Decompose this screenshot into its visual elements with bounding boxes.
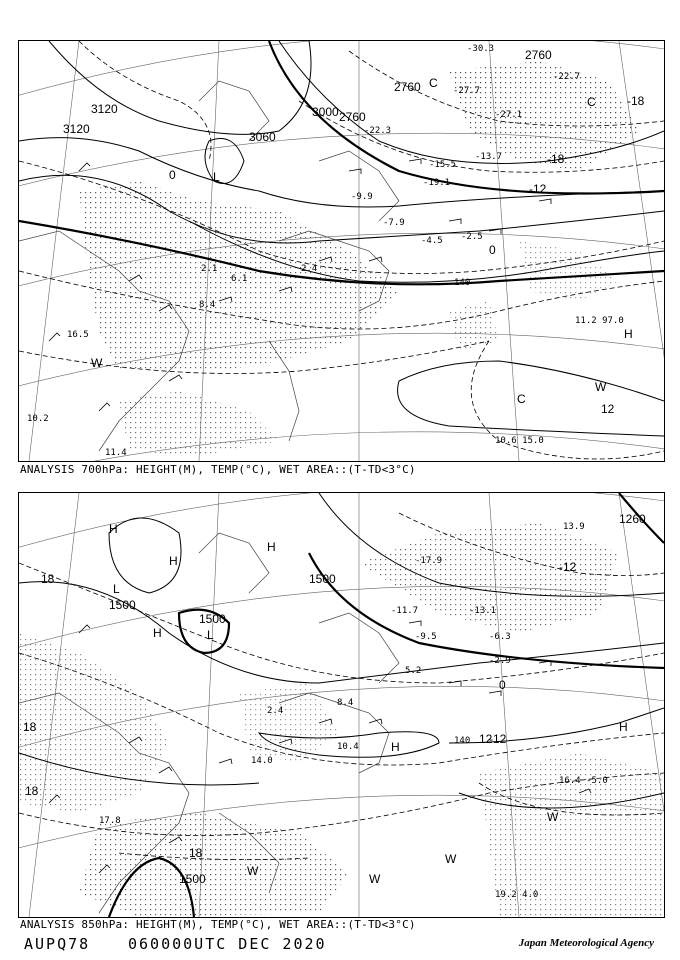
height-label: 3060: [249, 130, 276, 144]
station-obs: -30.3: [467, 44, 495, 54]
high-center: H: [169, 554, 178, 568]
station-obs: 11.2 97.0: [575, 316, 624, 326]
temp-label: 18: [25, 784, 39, 798]
station-obs: -9.5: [415, 632, 437, 642]
station-obs: 17.8: [99, 816, 121, 826]
station-obs: 6.1: [231, 274, 248, 284]
warm-center: W: [445, 852, 457, 866]
station-obs: -22.7: [553, 72, 581, 82]
station-obs: 14.0: [251, 756, 273, 766]
valid-time: 060000UTC DEC 2020: [128, 935, 327, 953]
cold-center: C: [429, 76, 438, 90]
station-obs: -7.9: [383, 218, 405, 228]
temp-label: -18: [547, 152, 565, 166]
station-obs: 2.4: [267, 706, 284, 716]
height-label: 3000: [312, 105, 339, 119]
station-obs: -2.5: [461, 232, 483, 242]
station-obs: -15.5: [429, 160, 457, 170]
temp-label: 18: [189, 846, 203, 860]
height-label: 1500: [179, 872, 206, 886]
high-center: H: [619, 720, 628, 734]
station-obs: 10.2: [27, 414, 49, 424]
station-obs: 8.4: [337, 698, 354, 708]
station-obs: -4.5: [421, 236, 443, 246]
station-obs: 5.2: [405, 666, 422, 676]
high-center: H: [624, 327, 633, 341]
station-obs: 16.5: [67, 330, 89, 340]
station-obs: 10.4: [337, 742, 359, 752]
temp-label: 12: [601, 402, 615, 416]
station-obs: 2.4: [301, 264, 318, 274]
warm-center: W: [91, 356, 103, 370]
map-850hpa: [18, 492, 665, 918]
station-obs: 19.2 4.0: [495, 890, 539, 900]
warm-center: W: [595, 380, 607, 394]
station-obs: -27.7: [453, 86, 481, 96]
station-obs: 13.9: [563, 522, 585, 532]
temp-label: 12: [479, 732, 493, 746]
map-850hpa-canvas: [19, 493, 664, 917]
temp-label: 0: [489, 243, 496, 257]
latitude-mark: 140: [454, 736, 471, 746]
station-obs: -13.7: [475, 152, 503, 162]
height-label: 1500: [309, 572, 336, 586]
station-obs: -22.3: [364, 126, 392, 136]
warm-center: W: [369, 872, 381, 886]
temp-label: -12: [489, 732, 507, 746]
height-label: 2760: [394, 80, 421, 94]
agency-name: Japan Meteorological Agency: [518, 937, 654, 949]
station-obs: -6.3: [489, 632, 511, 642]
temp-label: 18: [41, 572, 55, 586]
cold-center: C: [587, 95, 596, 109]
height-label: 1500: [199, 612, 226, 626]
height-label: 3120: [91, 102, 118, 116]
height-label: 2760: [339, 110, 366, 124]
warm-center: W: [247, 864, 259, 878]
temp-label: -12: [529, 182, 547, 196]
station-obs: -2.9: [489, 656, 511, 666]
height-label: 1260: [619, 512, 646, 526]
caption-850hpa: ANALYSIS 850hPa: HEIGHT(M), TEMP(°C), WET AREA::(T-TD<3°C): [20, 918, 416, 931]
height-label: 3120: [63, 122, 90, 136]
low-center: L: [113, 582, 120, 596]
caption-700hpa: ANALYSIS 700hPa: HEIGHT(M), TEMP(°C), WET AREA::(T-TD<3°C): [20, 463, 416, 476]
temp-label: 0: [169, 168, 176, 182]
high-center: H: [267, 540, 276, 554]
station-obs: -19.1: [423, 178, 451, 188]
station-obs: -9.9: [351, 192, 373, 202]
station-obs: -11.7: [391, 606, 419, 616]
temp-label: 18: [23, 720, 37, 734]
chart-id: AUPQ78: [24, 935, 91, 953]
station-obs: 11.4: [105, 448, 127, 458]
cold-center: C: [517, 392, 526, 406]
temp-label: -12: [559, 560, 577, 574]
station-obs: 10.6 15.0: [495, 436, 544, 446]
station-obs: 2.1: [201, 264, 218, 274]
low-center: L: [207, 628, 214, 642]
latitude-mark: 140: [454, 278, 471, 288]
station-obs: 8.4: [199, 300, 216, 310]
temp-label: 0: [499, 678, 506, 692]
temp-label: -18: [627, 94, 645, 108]
warm-center: W: [547, 810, 559, 824]
height-label: 2760: [525, 48, 552, 62]
map-700hpa: [18, 40, 665, 462]
high-center: H: [153, 626, 162, 640]
height-label: 1500: [109, 598, 136, 612]
low-center: L: [213, 170, 220, 184]
station-obs: -13.1: [469, 606, 497, 616]
station-obs: -27.1: [495, 110, 523, 120]
station-obs: 16.4 -5.0: [559, 776, 608, 786]
station-obs: -17.9: [415, 556, 443, 566]
map-700hpa-canvas: [19, 41, 664, 461]
high-center: H: [109, 522, 118, 536]
high-center: H: [391, 740, 400, 754]
